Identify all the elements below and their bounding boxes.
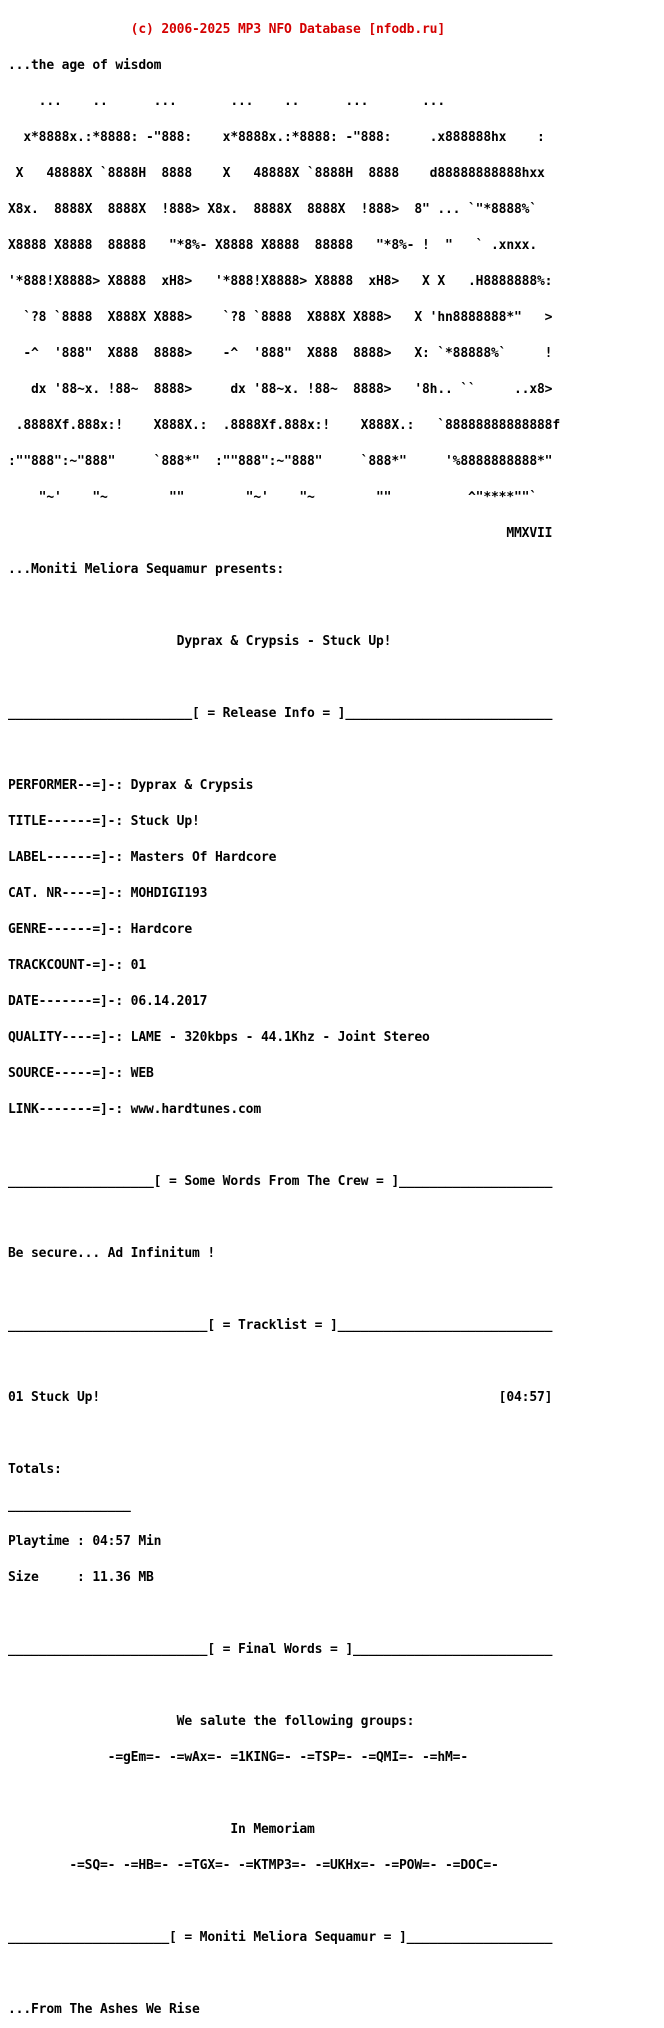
track-row: 01 Stuck Up! [04:57]: [8, 1390, 553, 1405]
blank-line: [8, 672, 560, 684]
info-performer: PERFORMER--=]-: Dyprax & Crypsis: [8, 778, 254, 793]
nfo-text-block: [8, 0, 560, 2028]
closing-line: ...From The Ashes We Rise: [8, 2002, 200, 2017]
info-cat-nr: CAT. NR----=]-: MOHDIGI193: [8, 886, 208, 901]
nfo-header-banner: (c) 2006-2025 MP3 NFO Database [nfodb.ru]: [8, 22, 446, 37]
greetings-groups: -=gEm=- -=wAx=- =1KING=- -=TSP=- -=QMI=- -=hM=-: [8, 1750, 469, 1765]
blank-line: [8, 1356, 560, 1368]
totals-divider: ________________: [8, 1498, 131, 1513]
memoriam-heading: In Memoriam: [8, 1822, 315, 1837]
blank-line: [8, 1212, 560, 1224]
blank-line: [8, 1428, 560, 1440]
blank-line: [8, 600, 560, 612]
ascii-art-line: X 48888X `8888H 8888 X 48888X `8888H 8888 d88888888888hxx: [8, 166, 545, 181]
totals-size: Size : 11.36 MB: [8, 1570, 154, 1585]
totals-playtime: Playtime : 04:57 Min: [8, 1534, 162, 1549]
greetings-heading: We salute the following groups:: [8, 1714, 415, 1729]
blank-line: [8, 744, 560, 756]
blank-line: [8, 1968, 560, 1980]
ascii-art-line: :""888":~"888" `888*" :""888":~"888" `888*" '%8888888888*": [8, 454, 553, 469]
blank-line: [8, 1788, 560, 1800]
year-signature-line: MMXVII: [8, 526, 553, 541]
blank-line: [8, 1608, 560, 1620]
ascii-art-line: X8888 X8888 88888 "*8%- X8888 X8888 88888 "*8%- ! " ` .xnxx.: [8, 238, 538, 253]
info-trackcount: TRACKCOUNT-=]-: 01: [8, 958, 147, 973]
blank-line: [8, 1896, 560, 1908]
blank-line: [8, 1284, 560, 1296]
info-date: DATE-------=]-: 06.14.2017: [8, 994, 208, 1009]
info-label: LABEL------=]-: Masters Of Hardcore: [8, 850, 277, 865]
ascii-art-line: .8888Xf.888x:! X888X.: .8888Xf.888x:! X888X.: `88888888888888f: [8, 418, 561, 433]
info-quality: QUALITY----=]-: LAME - 320kbps - 44.1Khz - Joint Stereo: [8, 1030, 430, 1045]
section-header-release-info: ________________________[ = Release Info = ]___________________________: [8, 706, 553, 721]
info-title: TITLE------=]-: Stuck Up!: [8, 814, 200, 829]
blank-line: [8, 1140, 560, 1152]
ascii-art-line: ... .. ... ... .. ... ...: [8, 94, 446, 109]
memoriam-groups: -=SQ=- -=HB=- -=TGX=- -=KTMP3=- -=UKHx=- -=POW=- -=DOC=-: [8, 1858, 499, 1873]
ascii-art-line: x*8888x.:*8888: -"888: x*8888x.:*8888: -"888: .x888888hx :: [8, 130, 545, 145]
ascii-art-line: -^ '888" X888 8888> -^ '888" X888 8888> X: `*88888%` !: [8, 346, 553, 361]
release-title-line: Dyprax & Crypsis - Stuck Up!: [8, 634, 392, 649]
blank-line: [8, 1680, 560, 1692]
tagline-line: ...the age of wisdom: [8, 58, 162, 73]
info-link: LINK-------=]-: www.hardtunes.com: [8, 1102, 262, 1117]
ascii-art-line: '*888!X8888> X8888 xH8> '*888!X8888> X8888 xH8> X X .H8888888%:: [8, 274, 553, 289]
crew-words-text: Be secure... Ad Infinitum !: [8, 1246, 216, 1261]
ascii-art-line: X8x. 8888X 8888X !888> X8x. 8888X 8888X !888> 8" ... `"*8888%`: [8, 202, 538, 217]
info-source: SOURCE-----=]-: WEB: [8, 1066, 154, 1081]
section-header-crew-words: ___________________[ = Some Words From The Crew = ]____________________: [8, 1174, 553, 1189]
ascii-art-line: "~' "~ "" "~' "~ "" ^"****""`: [8, 490, 538, 505]
section-header-final-words: __________________________[ = Final Words = ]__________________________: [8, 1642, 553, 1657]
section-header-tracklist: __________________________[ = Tracklist = ]____________________________: [8, 1318, 553, 1333]
ascii-art-line: `?8 `8888 X888X X888> `?8 `8888 X888X X888> X 'hn8888888*" >: [8, 310, 553, 325]
info-genre: GENRE------=]-: Hardcore: [8, 922, 193, 937]
totals-label: Totals:: [8, 1462, 62, 1477]
group-presents-line: ...Moniti Meliora Sequamur presents:: [8, 562, 285, 577]
section-header-group-motto: _____________________[ = Moniti Meliora Sequamur = ]___________________: [8, 1930, 553, 1945]
ascii-art-line: dx '88~x. !88~ 8888> dx '88~x. !88~ 8888> '8h.. `` ..x8>: [8, 382, 553, 397]
